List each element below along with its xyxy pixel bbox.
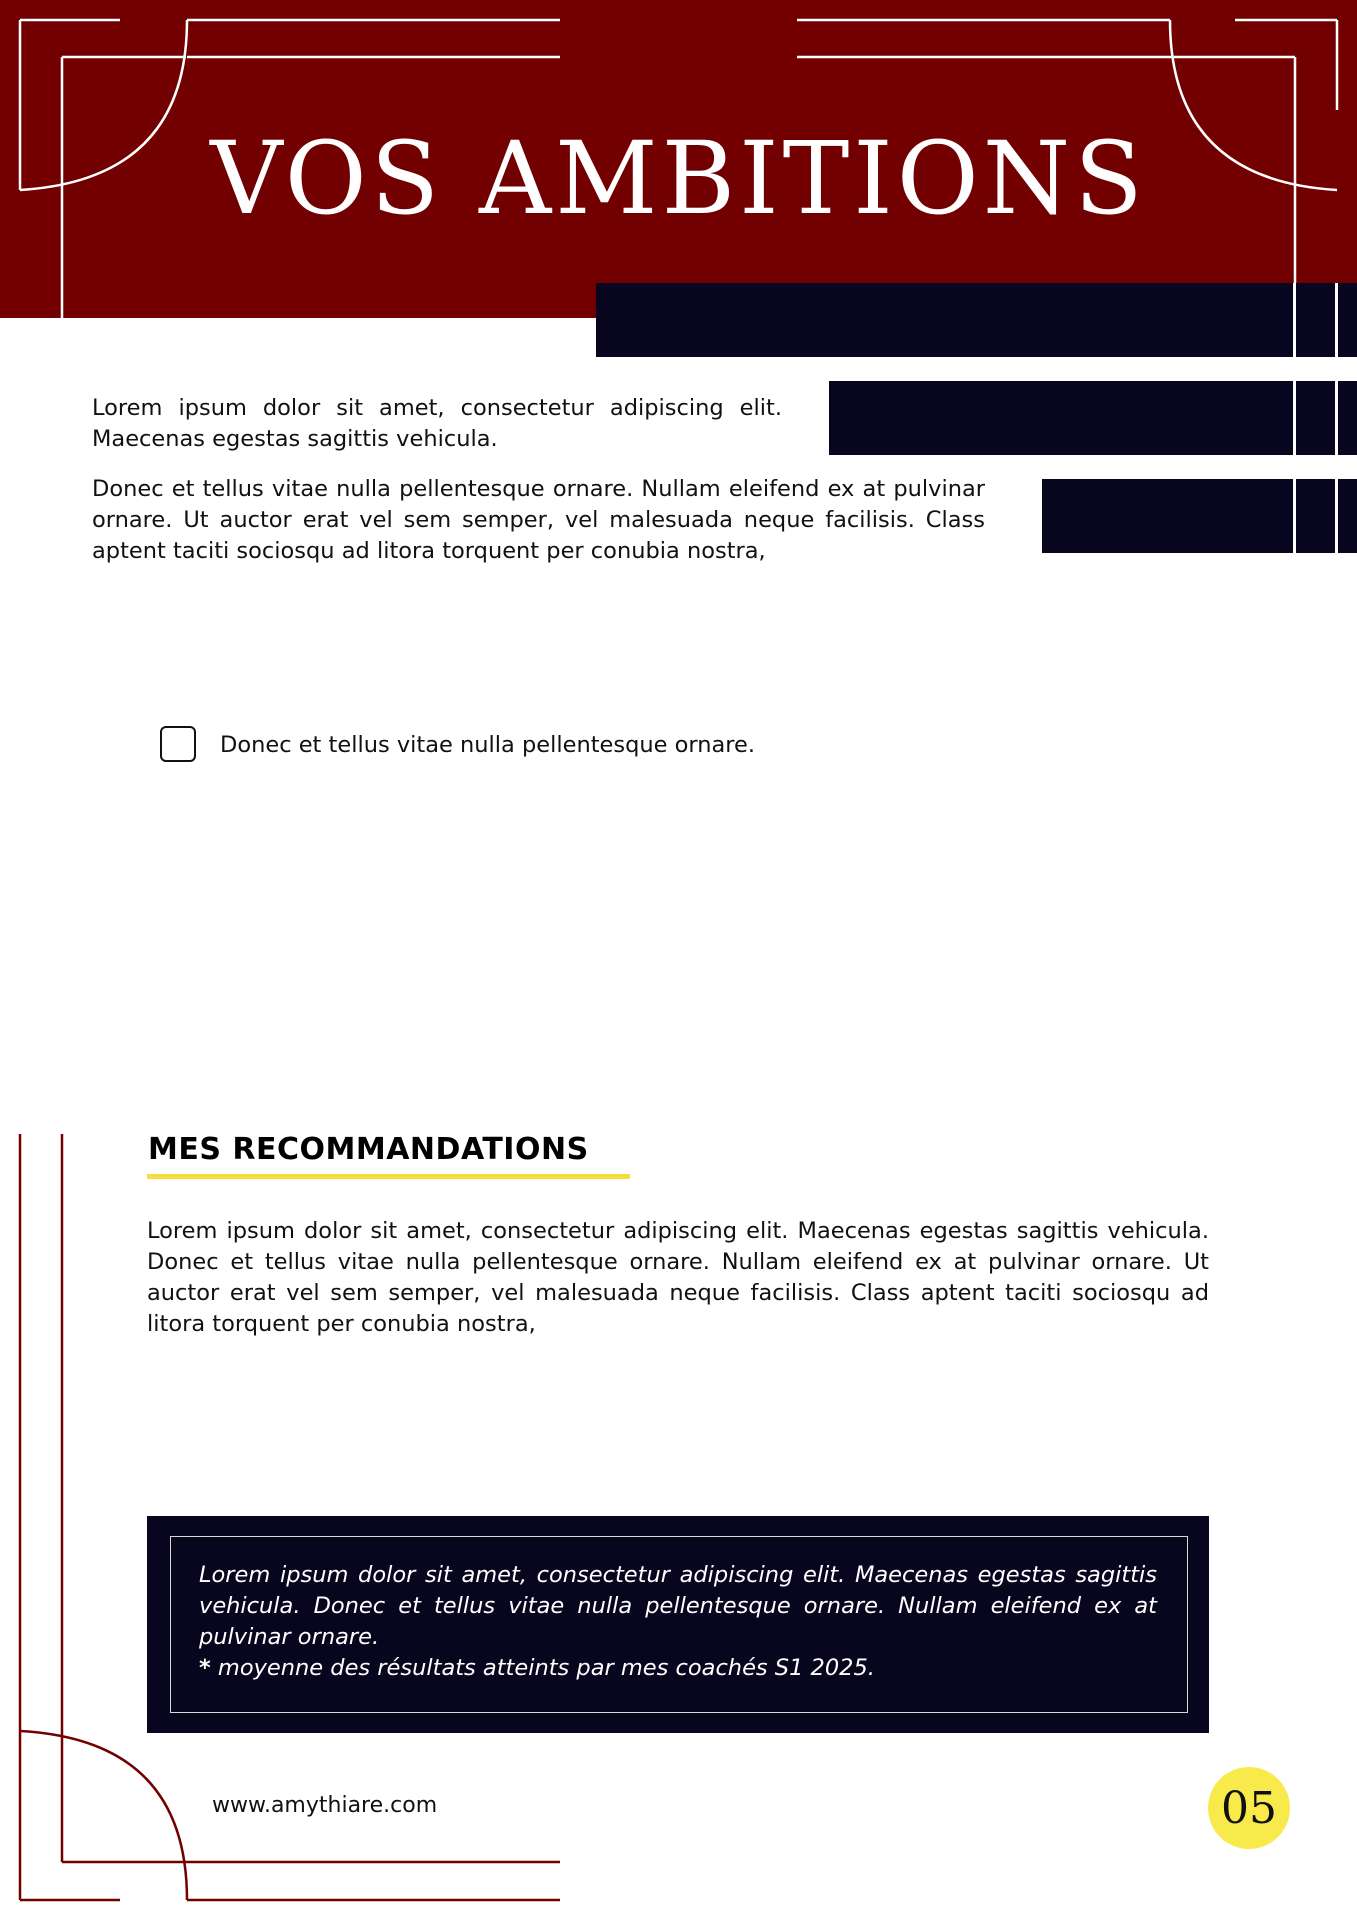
callout-box [147,1516,1209,1733]
page-title: VOS AMBITIONS [210,120,1147,237]
callout-text: Lorem ipsum dolor sit amet, consectetur adipiscing elit. Maecenas egestas sagittis vehicula. Donec et tellus vitae nulla pellentesque ornare. Nullam eleifend ex at pulvinar ornare. [199,1562,1157,1650]
checkbox-label: Donec et tellus vitae nulla pellentesque ornare. [220,732,756,758]
recommendations-paragraph: Lorem ipsum dolor sit amet, consectetur adipiscing elit. Maecenas egestas sagittis vehicula. Donec et tellus vitae nulla pellentesque ornare. Nullam eleifend ex at pulvinar ornare. Ut auctor erat vel sem semper, vel malesuada neque facilisis. Class aptent taciti sociosqu ad litora torquent per conubia nostra, [147,1218,1209,1337]
page-number-badge: 05 [1208,1767,1290,1849]
website-link[interactable]: www.amythiare.com [212,1793,438,1818]
recommendations-underline [147,1174,630,1179]
intro-paragraph-2: Donec et tellus vitae nulla pellentesque ornare. Nullam eleifend ex at pulvinar ornare. Ut auctor erat vel sem semper, vel malesuada neque facilisis. Class aptent taciti sociosqu ad litora torquent per conubia nostra, [92,476,985,564]
navy-bar-2 [829,381,1357,455]
footnote-text: moyenne des résultats atteints par mes coachés S1 2025. [210,1655,875,1681]
navy-bar-1 [596,283,1357,357]
footnote-marker: * [199,1655,211,1681]
callout-footnote [199,1653,1157,1684]
checkbox[interactable] [160,726,196,762]
recommendations-title: MES RECOMMANDATIONS [148,1132,589,1167]
navy-bar-3 [1042,479,1357,553]
intro-paragraph-1: Lorem ipsum dolor sit amet, consectetur adipiscing elit. Maecenas egestas sagittis vehicula. [92,395,782,452]
